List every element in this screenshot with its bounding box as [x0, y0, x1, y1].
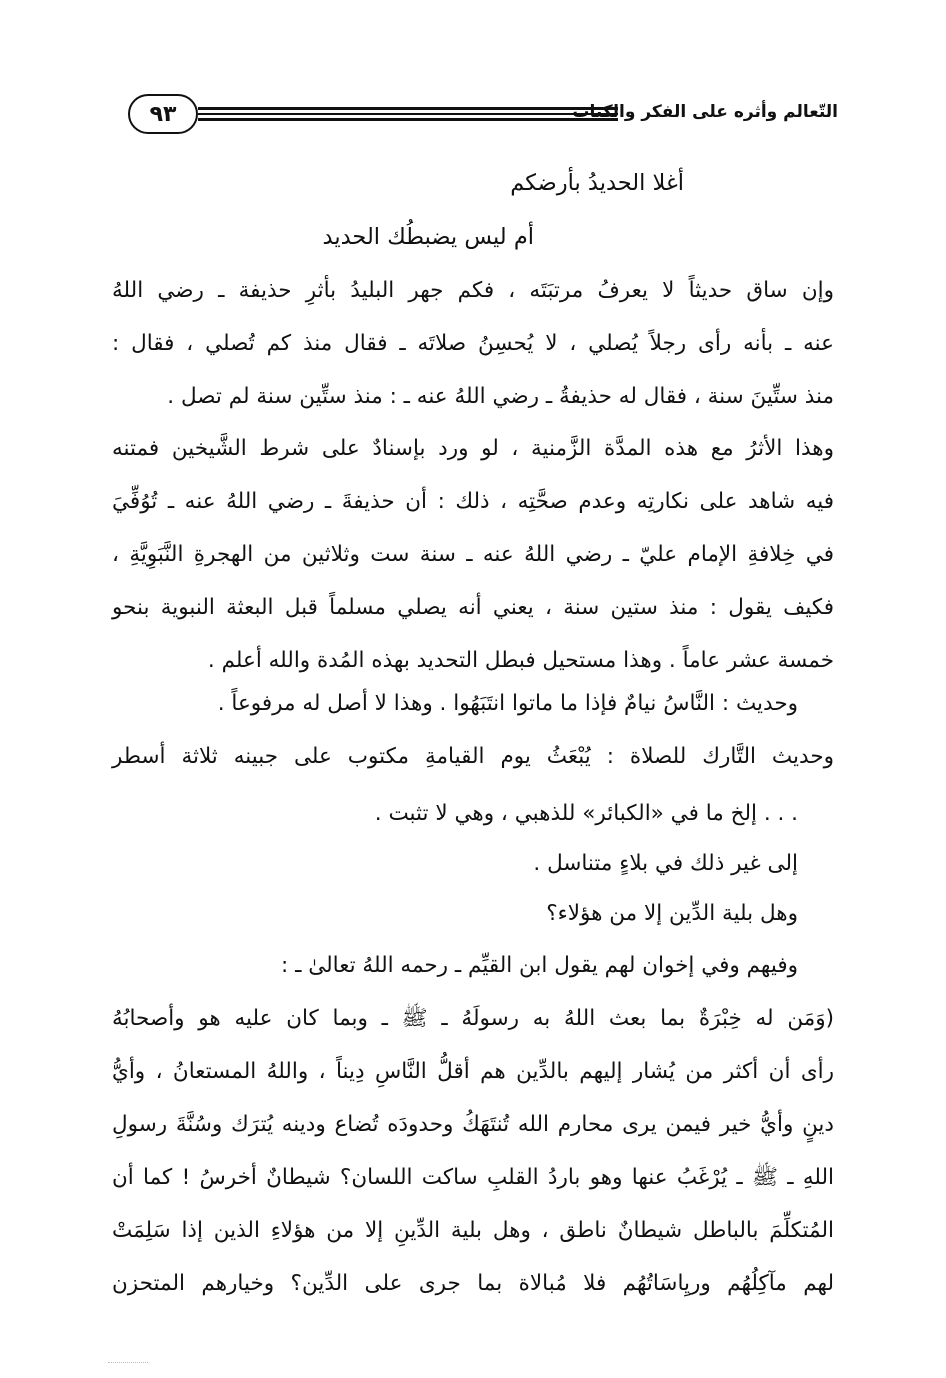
- text-line: في خِلافةِ الإمام عليّ ـ رضي اللهُ عنه ـ سنة ست وثلاثين من الهجرةِ النَّبَوِيَّةِ ،: [112, 542, 834, 567]
- quote-line: رأى أن أكثر من يُشار إليهم بالدِّين هم أقلُّ النَّاسِ دِيناً ، واللهُ المستعانُ ، وأيُّ: [112, 1059, 834, 1084]
- quote-line: دينٍ وأيُّ خير فيمن يرى محارم الله تُنتَهَكُ وحدودَه تُضاع ودينه يُترَك وسُنَّةَ رسولِ: [112, 1112, 834, 1137]
- quote-line: (وَمَن له خِبْرَةٌ بما بعث اللهُ به رسولَهُ ـ ﷺ ـ وبما كان عليه هو وأصحابُهُ: [112, 1006, 834, 1031]
- text-line: خمسة عشر عاماً . وهذا مستحيل فبطل التحديد بهذه المُدة والله أعلم .: [207, 648, 834, 673]
- text-line: إلى غير ذلك في بلاءٍ متناسل .: [533, 851, 798, 876]
- scan-mark: [108, 1362, 148, 1364]
- text-line: وحديث التَّارك للصلاة : يُبْعَثُ يوم القيامةِ مكتوب على جبينه ثلاثة أسطر: [112, 744, 834, 769]
- header-rule: [198, 107, 618, 124]
- text-line: وحديث : النَّاسُ نيامٌ فإذا ما ماتوا انتَبَهُوا . وهذا لا أصل له مرفوعاً .: [217, 691, 798, 716]
- page-number: ٩٣: [128, 94, 198, 134]
- text-line: فيه شاهد على نكارتِه وعدم صحَّتِه ، ذلك : أن حذيفةَ ـ رضي اللهُ عنه ـ تُوُفِّيَ: [112, 489, 834, 514]
- text-line: وفيهم وفي إخوان لهم يقول ابن القيِّم ـ رحمه اللهُ تعالىٰ ـ :: [281, 953, 798, 978]
- text-line: فكيف يقول : منذ ستين سنة ، يعني أنه يصلي مسلماً قبل البعثة النبوية بنحو: [112, 595, 834, 620]
- text-line: وهذا الأثرُ مع هذه المدَّة الزَّمنية ، لو ورد بإسنادٌ على شرط الشَّيخين فمتنه: [112, 436, 834, 461]
- page-header: [128, 92, 838, 142]
- quote-line: لهم مآكِلُهُم وريِاسَاتُهُم فلا مُبالاة بما جرى على الدِّين؟ وخيارهم المتحزن: [112, 1271, 834, 1296]
- text-line: . . . إلخ ما في «الكبائر» للذهبي ، وهي لا تثبت .: [374, 801, 798, 826]
- running-title: التّعالم وأثره على الفكر والكتاب: [572, 102, 838, 122]
- text-line: وإن ساق حديثاً لا يعرفُ مرتبَتَه ، فكم جهر البليدُ بأثرِ حذيفة ـ رضي اللهُ: [112, 278, 834, 303]
- text-line: منذ ستِّينَ سنة ، فقال له حذيفةُ ـ رضي اللهُ عنه ـ : منذ ستِّين سنة لم تصل .: [167, 384, 834, 409]
- quote-line: اللهِ ـ ﷺ ـ يُرْغَبُ عنها وهو باردُ القلبِ ساكت اللسان؟ شيطانٌ أخرسُ ! كما أن: [112, 1165, 834, 1190]
- text-line: عنه ـ بأنه رأى رجلاً يُصلي ، لا يُحسِنُ صلاتَه ـ فقال منذ كم تُصلي ، فقال :: [112, 331, 834, 356]
- poem-line-2: أم ليس يضبطُك الحديد: [322, 224, 534, 250]
- poem-line-1: أغلا الحديدُ بأرضكم: [510, 170, 684, 196]
- quote-line: المُتكلِّمَ بالباطل شيطانٌ ناطق ، وهل بلية الدِّينِ إلا من هؤلاءِ الذين إذا سَلِمَتْ: [112, 1218, 834, 1243]
- text-line: وهل بلية الدِّين إلا من هؤلاء؟: [546, 901, 798, 926]
